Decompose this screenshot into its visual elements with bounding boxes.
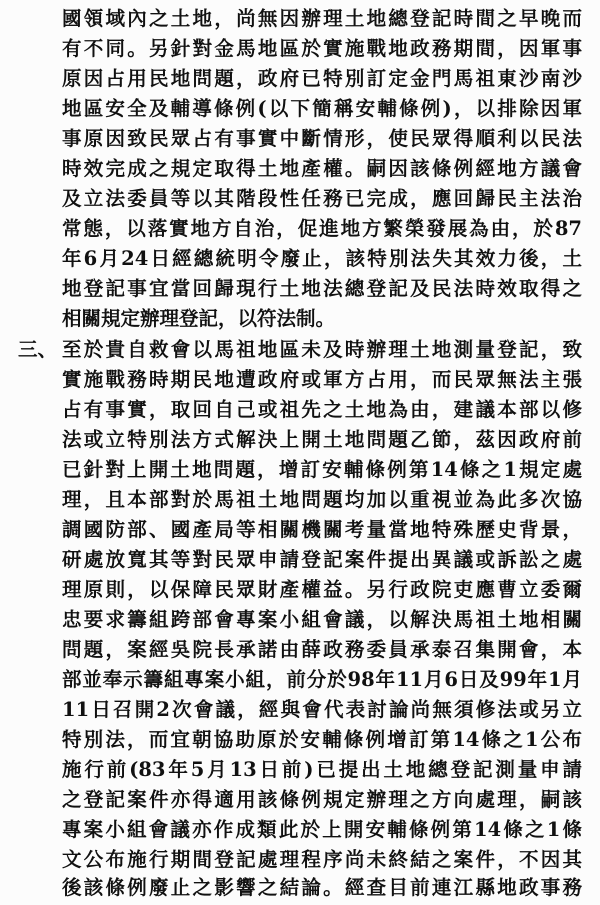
text-line: 施行前(83年5月13日前)已提出土地總登記測量申請 (62, 758, 582, 781)
text-line: 法或立特別法方式解決上開土地問題乙節，茲因政府前 (62, 428, 582, 451)
text-line: 地區安全及輔導條例(以下簡稱安輔條例)，以排除因軍 (62, 97, 582, 120)
text-line: 占有事實，取回自己或祖先之土地為由，建議本部以修 (62, 398, 582, 421)
section-marker: 三、 (18, 338, 58, 361)
text-line: 地登記事宜當回歸現行土地法總登記及民法時效取得之 (62, 277, 582, 300)
text-line: 研處放寬其等對民眾申請登記案件提出異議或訴訟之處 (62, 548, 582, 571)
text-line: 後該條例廢止之影響之結論。經查目前連江縣地政事務 (62, 876, 582, 899)
text-line: 部並奉示籌組專案小組，前分於98年11月6日及99年1月 (62, 668, 582, 691)
text-line: 至於貴自救會以馬祖地區未及時辦理土地測量登記，致 (62, 338, 582, 361)
text-line: 相關規定辦理登記，以符法制。 (62, 307, 336, 330)
text-line: 原因占用民地問題，政府已特別訂定金門馬祖東沙南沙 (62, 67, 582, 90)
text-line: 實施戰務時期民地遭政府或軍方占用，而民眾無法主張 (62, 368, 582, 391)
text-line: 調國防部、國產局等相關機關考量當地特殊歷史背景， (62, 518, 582, 541)
text-line: 問題，案經吳院長承諾由薛政務委員承泰召集開會，本 (62, 638, 582, 661)
text-line: 忠要求籌組跨部會專案小組會議，以解決馬祖土地相關 (62, 608, 582, 631)
text-line: 有不同。另針對金馬地區於實施戰地政務期間，因軍事 (62, 37, 582, 60)
text-line: 之登記案件亦得適用該條例規定辦理之方向處理，嗣該 (62, 788, 582, 811)
text-line: 事原因致民眾占有事實中斷情形，使民眾得順利以民法 (62, 127, 582, 150)
text-line: 及立法委員等以其階段性任務已完成，應回歸民主法治 (62, 187, 582, 210)
text-line: 已針對上開土地問題，增訂安輔條例第14條之1規定處 (62, 458, 582, 481)
text-line: 時效完成之規定取得土地產權。嗣因該條例經地方議會 (62, 157, 582, 180)
text-line: 特別法，而宜朝協助原於安輔條例增訂第14條之1公布 (62, 728, 582, 751)
text-line: 國領域內之土地，尚無因辦理土地總登記時間之早晚而 (62, 7, 582, 30)
text-line: 年6月24日經總統明令廢止，該特別法失其效力後，土 (62, 247, 582, 270)
text-line: 文公布施行期間登記處理程序尚未終結之案件，不因其 (62, 848, 582, 871)
text-line: 專案小組會議亦作成類此於上開安輔條例第14條之1條 (62, 818, 582, 841)
text-line: 11日召開2次會議，經與會代表討論尚無須修法或另立 (62, 698, 582, 721)
text-line: 理原則，以保障民眾財產權益。另行政院吏應曹立委爾 (62, 578, 582, 601)
text-line: 常態，以落實地方自治，促進地方繁榮發展為由，於87 (62, 217, 582, 240)
text-line: 理，且本部對於馬祖土地問題均加以重視並為此多次協 (62, 488, 582, 511)
